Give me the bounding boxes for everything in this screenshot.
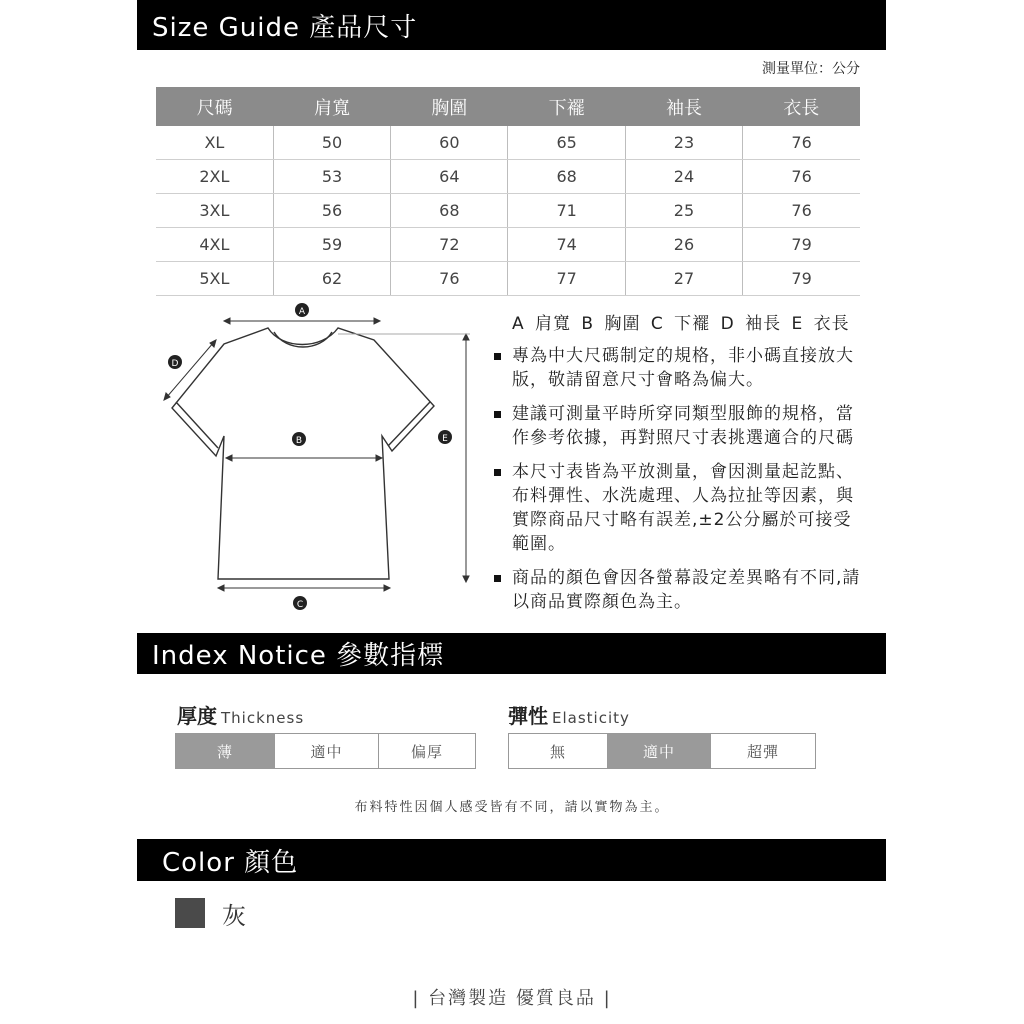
cell: 27	[625, 262, 742, 296]
header-chest: 胸圍	[391, 87, 508, 126]
table-row	[156, 194, 860, 228]
measurement-unit: 測量單位：公分	[762, 61, 860, 77]
elasticity-gauge	[508, 733, 816, 769]
table-row	[156, 126, 860, 160]
cell: 79	[743, 228, 860, 262]
header-size: 尺碼	[156, 87, 273, 126]
marker-b-icon	[292, 432, 306, 446]
marker-d-icon	[168, 355, 182, 369]
color-header	[137, 839, 886, 881]
cell: 23	[625, 126, 742, 160]
elasticity-title-en: Elasticity	[552, 709, 630, 727]
marker-c-label: C	[296, 600, 304, 610]
cell: 4XL	[156, 228, 273, 262]
cell: 59	[273, 228, 390, 262]
measurement-legend: A 肩寬 B 胸圍 C 下襬 D 袖長 E 衣長	[512, 314, 850, 334]
table-row	[156, 262, 860, 296]
marker-c-icon	[293, 596, 307, 610]
thickness-title-en: Thickness	[221, 709, 305, 727]
marker-b-label: B	[295, 436, 303, 446]
size-guide-header	[137, 0, 886, 50]
cell: 76	[391, 262, 508, 296]
header-sleeve: 袖長	[625, 87, 742, 126]
thickness-gauge	[175, 733, 476, 769]
marker-a-label: A	[298, 307, 306, 317]
cell: 74	[508, 228, 625, 262]
cell: 68	[508, 160, 625, 194]
table-row	[156, 160, 860, 194]
measure-arrows	[164, 318, 470, 591]
cell: 60	[391, 126, 508, 160]
cell: 50	[273, 126, 390, 160]
cell: 26	[625, 228, 742, 262]
marker-e-icon	[438, 430, 452, 444]
fabric-note: 布料特性因個人感受皆有不同，請以實物為主。	[354, 800, 670, 815]
elasticity-option-super: 超彈	[746, 742, 779, 761]
table-row	[156, 228, 860, 262]
color-swatch	[175, 898, 205, 928]
elasticity-option-medium: 適中	[608, 734, 711, 768]
header-hem: 下襬	[508, 87, 625, 126]
size-table-header-row	[156, 87, 860, 126]
thickness-option-thin: 薄	[176, 734, 275, 768]
cell: 53	[273, 160, 390, 194]
elasticity-title	[508, 700, 630, 729]
index-notice-header	[137, 633, 886, 674]
size-notes	[494, 312, 866, 624]
marker-a-icon	[295, 303, 309, 317]
note-item: 建議可測量平時所穿同類型服飾的規格，當作參考依據，再對照尺寸表挑選適合的尺碼	[494, 402, 866, 450]
marker-d-label: D	[171, 359, 179, 369]
cell: 62	[273, 262, 390, 296]
header-shoulder: 肩寬	[273, 87, 390, 126]
note-item: 專為中大尺碼制定的規格，非小碼直接放大版，敬請留意尺寸會略為偏大。	[494, 344, 866, 392]
thickness-option-thick: 偏厚	[410, 742, 443, 761]
cell: 25	[625, 194, 742, 228]
cell: XL	[156, 126, 273, 160]
cell: 64	[391, 160, 508, 194]
header-length: 衣長	[743, 87, 860, 126]
size-guide-title: Size Guide 產品尺寸	[152, 12, 418, 43]
cell: 71	[508, 194, 625, 228]
tshirt-outline-icon	[172, 328, 434, 579]
tshirt-diagram	[152, 296, 482, 620]
cell: 76	[743, 160, 860, 194]
thickness-title-zh: 厚度	[177, 704, 217, 728]
cell: 79	[743, 262, 860, 296]
note-item: 商品的顏色會因各螢幕設定差異略有不同,請以商品實際顏色為主。	[494, 566, 866, 614]
cell: 24	[625, 160, 742, 194]
cell: 76	[743, 126, 860, 160]
cell: 2XL	[156, 160, 273, 194]
cell: 3XL	[156, 194, 273, 228]
cell: 5XL	[156, 262, 273, 296]
thickness-title	[177, 700, 304, 729]
cell: 72	[391, 228, 508, 262]
thickness-option-medium: 適中	[275, 734, 379, 768]
marker-e-label: E	[442, 434, 448, 444]
elasticity-option-none: 無	[509, 734, 608, 768]
footer-tagline: | 台灣製造 優質良品 |	[412, 988, 612, 1009]
cell: 76	[743, 194, 860, 228]
index-notice-title: Index Notice 參數指標	[152, 641, 445, 671]
color-title: Color 顏色	[162, 847, 299, 878]
cell: 77	[508, 262, 625, 296]
size-table	[156, 87, 860, 296]
cell: 65	[508, 126, 625, 160]
cell: 56	[273, 194, 390, 228]
note-item: 本尺寸表皆為平放測量，會因測量起訖點、布料彈性、水洗處理、人為拉扯等因素，與實際商品尺寸略有誤差,±2公分屬於可接受範圍。	[494, 460, 866, 556]
elasticity-title-zh: 彈性	[508, 704, 548, 728]
color-label: 灰	[222, 902, 246, 930]
cell: 68	[391, 194, 508, 228]
